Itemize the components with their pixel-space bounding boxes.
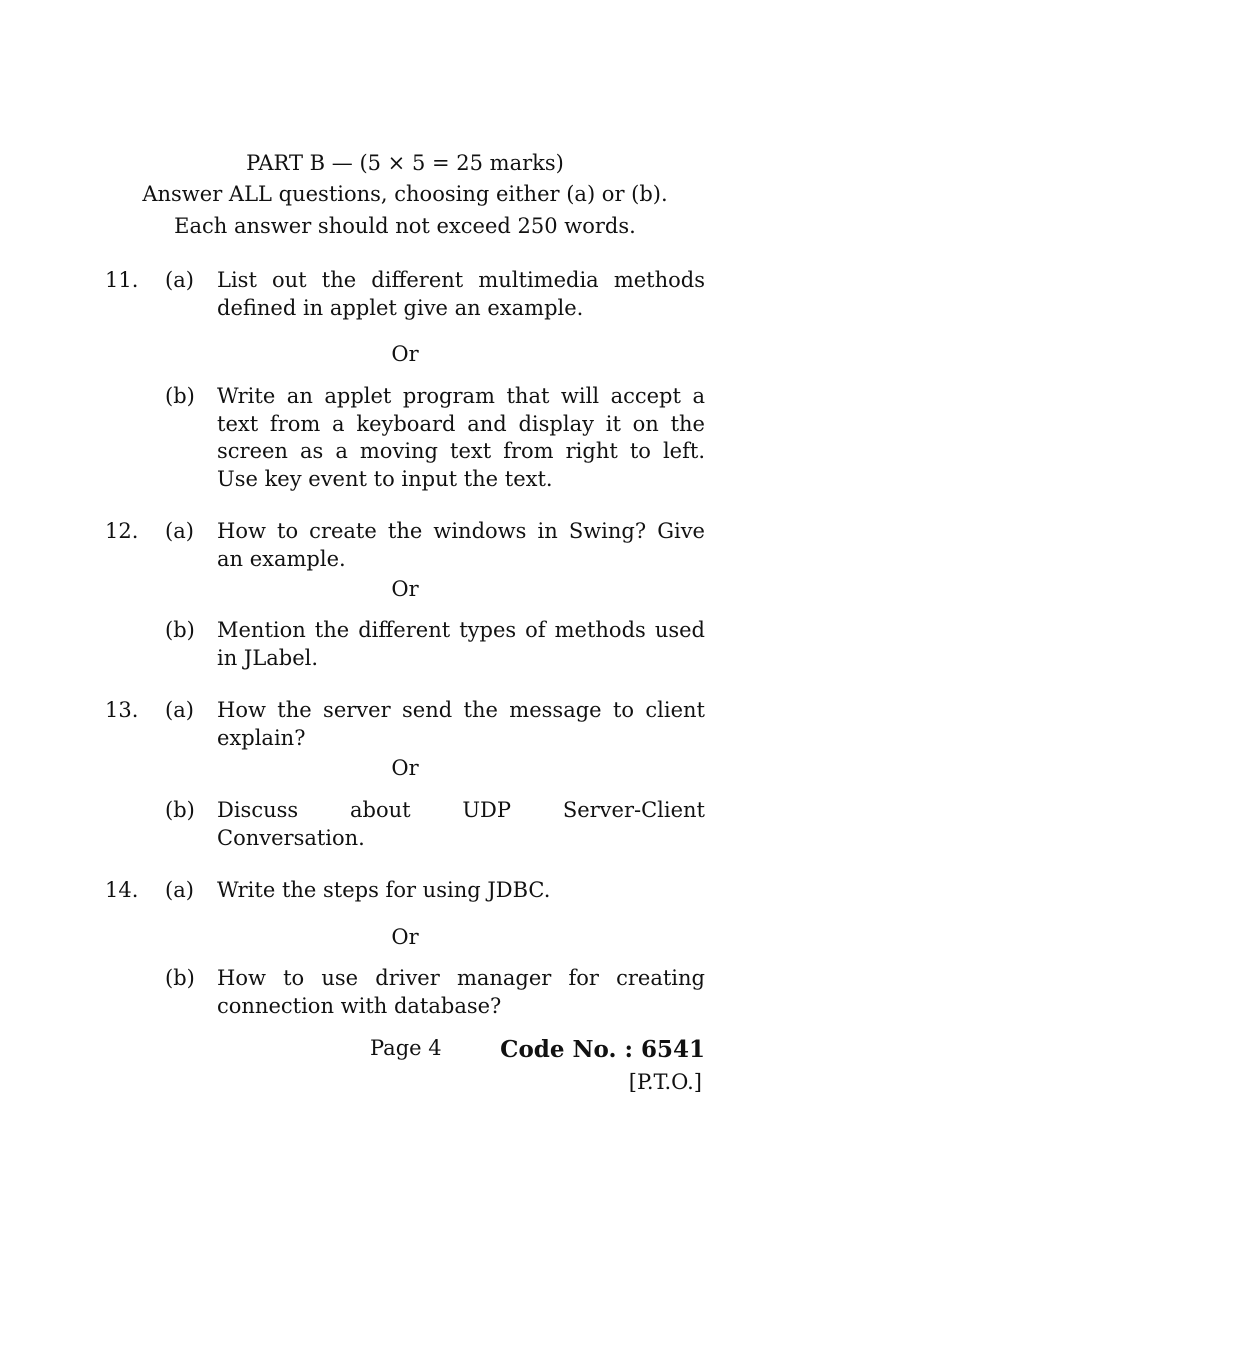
question-text: Mention the different types of methods used in JLabel. — [217, 618, 705, 670]
question-number: 11. — [105, 268, 139, 292]
code-number: Code No. : 6541 — [500, 1036, 705, 1063]
or-separator: Or — [391, 925, 419, 949]
question-part-label: (a) — [165, 878, 194, 902]
or-separator: Or — [391, 756, 419, 780]
question-text: Write the steps for using JDBC. — [217, 878, 551, 902]
instruction-choose: Answer ALL questions, choosing either (a) or (b). — [142, 182, 668, 206]
question-text: How the server send the message to client explain? — [217, 698, 705, 750]
or-separator: Or — [391, 577, 419, 601]
question-number: 13. — [105, 698, 139, 722]
question-part-label: (a) — [165, 698, 194, 722]
question-text: How to use driver manager for creating connection with database? — [217, 966, 705, 1018]
question-text-line: Discuss about UDP Server-Client Conversation. — [217, 798, 705, 850]
part-title: PART B — (5 × 5 = 25 marks) — [246, 151, 564, 175]
question-part-label: (b) — [165, 618, 195, 642]
question-text: List out the different multimedia methods defined in applet give an example. — [217, 268, 705, 320]
question-part-label: (a) — [165, 519, 194, 543]
page-number: Page 4 — [370, 1036, 442, 1060]
question-part-label: (b) — [165, 384, 195, 408]
question-text: Write an applet program that will accept a text from a keyboard and display it on the screen as a moving text from right to left. Use key event to input the text. — [217, 384, 705, 491]
question-text: How to create the windows in Swing? Give an example. — [217, 519, 705, 571]
question-part-label: (b) — [165, 966, 195, 990]
or-separator: Or — [391, 342, 419, 366]
question-part-label: (a) — [165, 268, 194, 292]
question-text — [217, 797, 705, 852]
question-number: 12. — [105, 519, 139, 543]
question-number: 14. — [105, 878, 139, 902]
instruction-word-limit: Each answer should not exceed 250 words. — [174, 214, 636, 238]
question-part-label: (b) — [165, 798, 195, 822]
please-turn-over: [P.T.O.] — [628, 1070, 702, 1094]
